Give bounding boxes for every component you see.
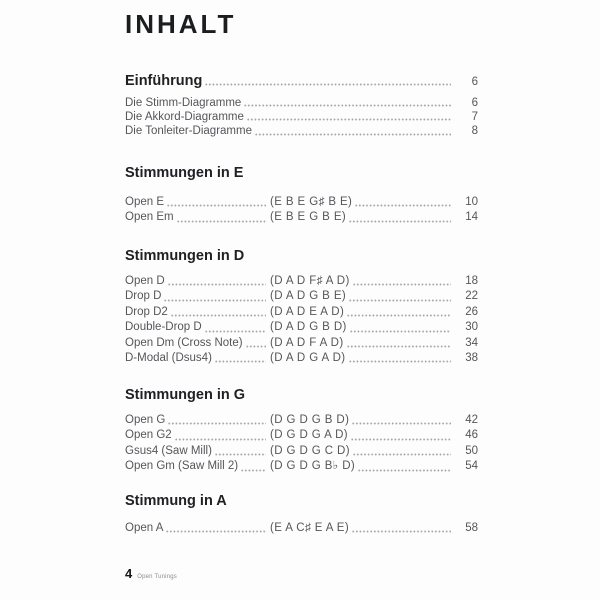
leader-dots <box>241 469 266 472</box>
row-page-number: 34 <box>465 336 478 349</box>
page-title: INHALT <box>125 9 237 39</box>
leader-dots <box>349 360 452 363</box>
toc-row <box>125 210 478 225</box>
row-label: Drop D <box>125 290 162 303</box>
row-label: Open Gm (Saw Mill 2) <box>125 460 239 473</box>
toc-row <box>125 459 478 474</box>
leader-dots <box>205 330 266 333</box>
section-row-group-a <box>125 521 478 536</box>
toc-row <box>125 444 478 459</box>
leader-dots <box>353 283 451 286</box>
toc-row <box>125 351 478 366</box>
row-label: Open D <box>125 275 165 287</box>
leader-dots <box>215 453 266 456</box>
leader-dots <box>246 345 266 348</box>
row-page-number: 26 <box>465 305 478 318</box>
leader-dots <box>347 314 451 317</box>
row-label: Drop D2 <box>125 305 168 318</box>
toc-row <box>125 110 478 124</box>
leader-dots <box>350 330 451 333</box>
section-row-group-d <box>125 274 478 366</box>
leader-dots <box>244 104 451 107</box>
row-label: Open E <box>125 196 164 208</box>
leader-dots <box>168 283 266 286</box>
row-page-number: 46 <box>465 429 478 442</box>
row-page-number: 10 <box>465 196 478 208</box>
leader-dots <box>255 133 451 136</box>
row-tuning: (D G D G B♭ D) <box>270 460 356 473</box>
toc-row <box>125 428 478 443</box>
leader-dots <box>358 469 451 472</box>
leader-dots <box>205 83 451 86</box>
toc-row <box>125 305 478 320</box>
leader-dots <box>349 299 451 302</box>
toc-row <box>125 96 478 110</box>
toc-row <box>125 289 478 304</box>
row-page-number: 42 <box>465 414 478 426</box>
row-label: Open G2 <box>125 429 172 442</box>
row-label: Open Dm (Cross Note) <box>125 336 243 349</box>
row-label: Die Tonleiter-Diagramme <box>125 125 252 138</box>
leader-dots <box>168 422 266 425</box>
toc-row <box>125 124 478 138</box>
row-page-number: 54 <box>465 460 478 473</box>
leader-dots <box>355 204 451 207</box>
row-page-number: 14 <box>465 211 478 224</box>
section-heading-g: Stimmungen in G <box>125 387 246 403</box>
leader-dots <box>349 220 451 223</box>
row-page-number: 8 <box>471 125 478 138</box>
row-page-number: 6 <box>471 76 478 88</box>
leader-dots <box>215 360 266 363</box>
leader-dots <box>353 453 451 456</box>
row-tuning: (E B E G♯ B E) <box>270 196 353 208</box>
row-page-number: 22 <box>465 290 478 303</box>
leader-dots <box>247 118 451 121</box>
toc-heading-row-einfuehrung <box>125 73 478 89</box>
section-heading-a: Stimmung in A <box>125 493 227 509</box>
toc-row <box>125 521 478 536</box>
page-footer <box>125 566 177 581</box>
leader-dots <box>352 422 451 425</box>
toc-row <box>125 195 478 210</box>
section-row-group-g <box>125 413 478 475</box>
row-page-number: 7 <box>471 111 478 124</box>
row-label: Double-Drop D <box>125 321 202 334</box>
row-label: Die Akkord-Diagramme <box>125 111 244 124</box>
leader-dots <box>164 299 266 302</box>
row-page-number: 30 <box>465 321 478 334</box>
row-tuning: (D A D G A D) <box>270 351 346 364</box>
row-page-number: 18 <box>465 275 478 287</box>
leader-dots <box>171 314 266 317</box>
leader-dots <box>351 438 451 441</box>
row-page-number: 50 <box>465 444 478 457</box>
row-page-number: 38 <box>465 351 478 364</box>
row-tuning: (D G D G A D) <box>270 429 349 442</box>
leader-dots <box>167 204 266 207</box>
leader-dots <box>175 438 266 441</box>
row-label: D-Modal (Dsus4) <box>125 351 212 364</box>
row-page-number: 6 <box>471 97 478 109</box>
leader-dots <box>166 530 266 533</box>
row-label: Gsus4 (Saw Mill) <box>125 444 212 457</box>
row-tuning: (D A D G B E) <box>270 290 347 303</box>
section-heading-d: Stimmungen in D <box>125 248 245 264</box>
row-tuning: (E B E G B E) <box>270 211 347 224</box>
section-heading: Einführung <box>125 73 203 89</box>
row-label: Open A <box>125 522 164 534</box>
row-tuning: (D G D G C D) <box>270 444 350 457</box>
row-tuning: (D A D F A D) <box>270 336 344 349</box>
section-heading-e: Stimmungen in E <box>125 165 244 181</box>
row-tuning: (D A D E A D) <box>270 305 345 318</box>
row-label: Open G <box>125 414 166 426</box>
leader-dots <box>352 530 451 533</box>
footer-book-title: Open Tunings <box>137 574 177 580</box>
intro-row-group <box>125 96 478 139</box>
row-tuning: (D A D F♯ A D) <box>270 275 350 287</box>
row-tuning: (D G D G B D) <box>270 414 350 426</box>
toc-row <box>125 413 478 428</box>
toc-row <box>125 320 478 335</box>
row-tuning: (D A D G B D) <box>270 321 347 334</box>
row-label: Open Em <box>125 211 174 224</box>
row-tuning: (E A C♯ E A E) <box>270 522 350 534</box>
toc-row <box>125 274 478 289</box>
row-page-number: 58 <box>465 522 478 534</box>
section-row-group-e <box>125 195 478 226</box>
toc-row <box>125 336 478 351</box>
row-label: Die Stimm-Diagramme <box>125 97 242 109</box>
footer-page-number: 4 <box>125 566 133 581</box>
leader-dots <box>347 345 451 348</box>
leader-dots <box>177 220 266 223</box>
